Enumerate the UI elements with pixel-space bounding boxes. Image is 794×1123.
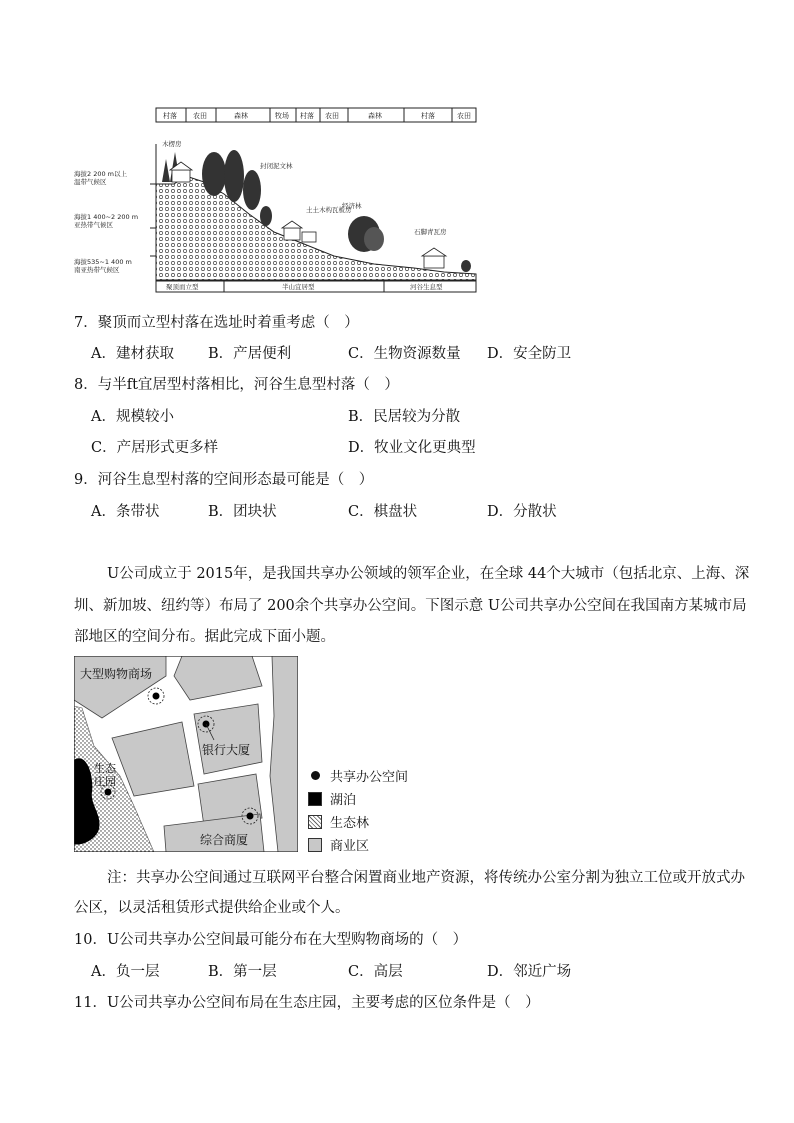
top-label: 村落 (163, 112, 177, 120)
map-label-mall: 大型购物商场 (80, 667, 153, 681)
question-7-stem: 7．聚顶而立型村落在选址时着重考虑（ ） (74, 315, 359, 331)
question-10-option-d[interactable]: D．邻近广场 (487, 964, 572, 980)
question-8-stem: 8．与半ft宜居型村落相比，河谷生息型村落（ ） (74, 377, 399, 393)
altitude-label: 海拔1 400~2 200 m 亚热带气候区 (74, 213, 139, 229)
question-7-option-d[interactable]: D．安全防卫 (487, 346, 572, 362)
altitude-label: 海拔535~1 400 m 南亚热带气候区 (74, 258, 132, 274)
map-label-complex: 综合商厦 (200, 833, 249, 847)
house-label: 封闭泥文林 (260, 162, 293, 170)
question-8-option-a[interactable]: A．规模较小 (91, 409, 174, 425)
shared-office-point (247, 813, 254, 820)
top-label: 村落 (300, 112, 314, 120)
shared-office-point (153, 693, 160, 700)
question-8-option-b[interactable]: B．民居较为分散 (348, 409, 461, 425)
question-9-option-a[interactable]: A．条带状 (91, 504, 160, 520)
bottom-label: 半山宜居型 (282, 283, 315, 291)
top-label: 村落 (421, 112, 435, 120)
top-label: 森林 (234, 112, 248, 120)
question-9-option-b[interactable]: B．团块状 (208, 504, 277, 520)
question-10-option-b[interactable]: B．第一层 (208, 964, 277, 980)
bottom-label: 聚顶而立型 (166, 283, 199, 291)
question-11-stem: 11．U公司共享办公空间布局在生态庄园，主要考虑的区位条件是（ ） (74, 995, 540, 1011)
top-label: 农田 (325, 112, 339, 120)
altitude-label: 海拔2 200 m以上温带气候区 (74, 170, 128, 186)
map-legend (308, 764, 408, 856)
village-profile-figure (74, 104, 484, 294)
question-10-option-a[interactable]: A．负一层 (91, 964, 160, 980)
commercial-swatch-icon (308, 838, 322, 852)
question-10-stem: 10．U公司共享办公空间最可能分布在大型购物商场的（ ） (74, 932, 468, 948)
legend-item: 湖泊 (308, 787, 408, 810)
note-line: 注：共享办公空间通过互联网平台整合闲置商业地产资源，将传统办公室分割为独立工位或开放式办 (107, 870, 745, 886)
top-label: 森林 (368, 112, 382, 120)
legend-item: 共享办公空间 (308, 764, 408, 787)
top-label: 牧场 (275, 112, 289, 120)
legend-item: 生态林 (308, 810, 408, 833)
house-label: 土土木构瓦板房 (306, 206, 352, 214)
question-8-option-d[interactable]: D．牧业文化更典型 (348, 440, 476, 456)
office-distribution-map (74, 656, 298, 852)
lake-swatch-icon (308, 792, 322, 806)
shared-office-icon (311, 771, 320, 780)
house-label: 石脚青瓦房 (414, 228, 447, 236)
house-label: 木楞房 (162, 140, 182, 148)
map-label-bank: 银行大厦 (202, 743, 251, 757)
question-9-option-c[interactable]: C．棋盘状 (348, 504, 418, 520)
bottom-label: 河谷生息型 (410, 283, 443, 291)
question-7-option-c[interactable]: C．生物资源数量 (348, 346, 461, 362)
top-label: 农田 (457, 112, 471, 120)
passage-line: U公司成立于 2015年，是我国共享办公领域的领军企业，在全球 44个大城市（包括北京、上海、深 (107, 566, 750, 582)
question-10-option-c[interactable]: C．高层 (348, 964, 403, 980)
question-8-option-c[interactable]: C．产居形式更多样 (91, 440, 219, 456)
map-label-park: 生态庄园 (94, 762, 116, 789)
passage-line: 圳、新加坡、纽约等）布局了 200余个共享办公空间。下图示意 U公司共享办公空间在我国南方某城市局 (74, 598, 747, 614)
note-line: 公区，以灵活租赁形式提供给企业或个人。 (74, 900, 350, 916)
house-label: 经济林 (342, 202, 362, 210)
question-7-option-b[interactable]: B．产居便利 (208, 346, 292, 362)
question-7-option-a[interactable]: A．建材获取 (91, 346, 174, 362)
question-9-stem: 9．河谷生息型村落的空间形态最可能是（ ） (74, 472, 374, 488)
passage-line: 部地区的空间分布。据此完成下面小题。 (74, 629, 335, 645)
legend-item: 商业区 (308, 833, 408, 856)
top-label: 农田 (193, 112, 207, 120)
shared-office-point (105, 789, 112, 796)
question-9-option-d[interactable]: D．分散状 (487, 504, 557, 520)
forest-swatch-icon (308, 815, 322, 829)
